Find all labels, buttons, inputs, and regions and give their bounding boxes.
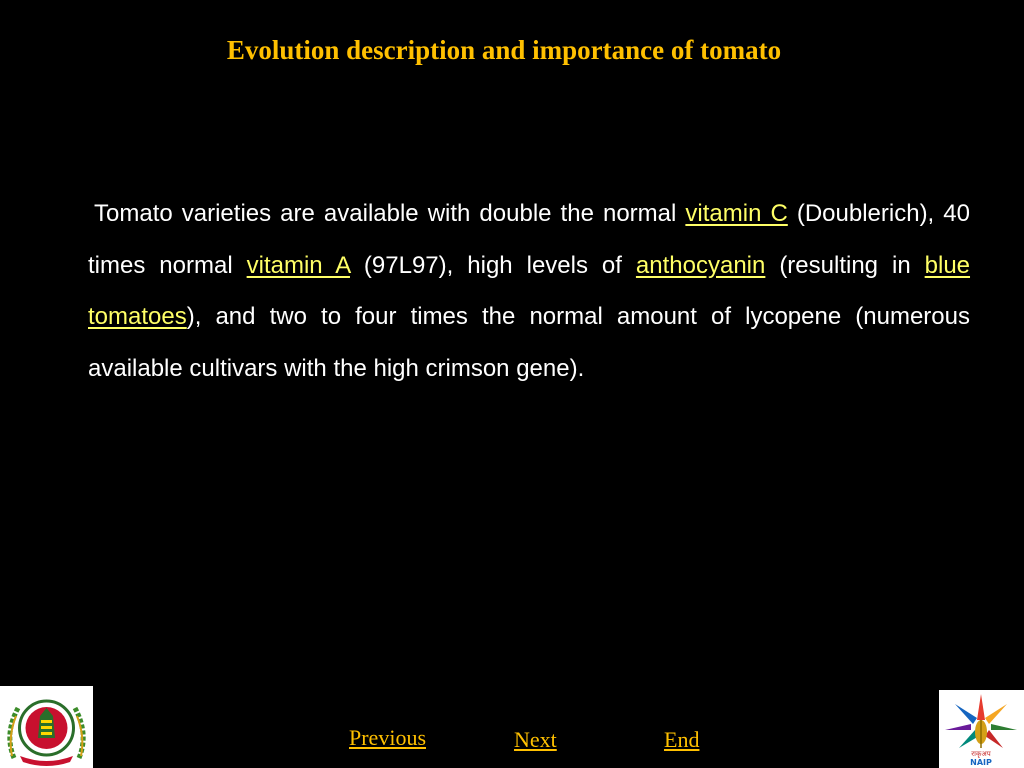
university-emblem-icon <box>0 686 93 768</box>
vitamin-c-link[interactable]: vitamin C <box>685 200 788 227</box>
body-text-segment: ), and two to four times the normal amount of lycopene (numerous available cultivars with the high crimson gene). <box>88 303 970 382</box>
naip-logo-graphic <box>939 690 1024 768</box>
slide-body-paragraph <box>88 188 970 394</box>
body-text-segment: (resulting in <box>765 251 925 279</box>
naip-caption: NAIP <box>970 758 992 767</box>
next-slide-link[interactable]: Next <box>514 727 557 752</box>
previous-slide-link[interactable]: Previous <box>349 725 426 750</box>
body-text-segment: (Doublerich), 40 times normal <box>88 200 970 279</box>
svg-text:राकृअप: राकृअप <box>971 750 991 758</box>
blue-tomatoes-link[interactable]: blue tomatoes <box>88 251 971 330</box>
end-slideshow-link[interactable]: End <box>664 727 700 752</box>
anthocyanin-link[interactable]: anthocyanin <box>635 251 766 279</box>
body-text-segment: Tomato varieties are available with double the normal <box>94 200 686 227</box>
university-emblem-graphic <box>0 686 93 768</box>
naip-logo-icon <box>939 690 1024 768</box>
body-text-segment: (97L97), high levels of <box>349 251 636 279</box>
slide-title: Evolution description and importance of tomato <box>226 35 782 65</box>
vitamin-a-link[interactable]: vitamin A <box>246 251 350 279</box>
